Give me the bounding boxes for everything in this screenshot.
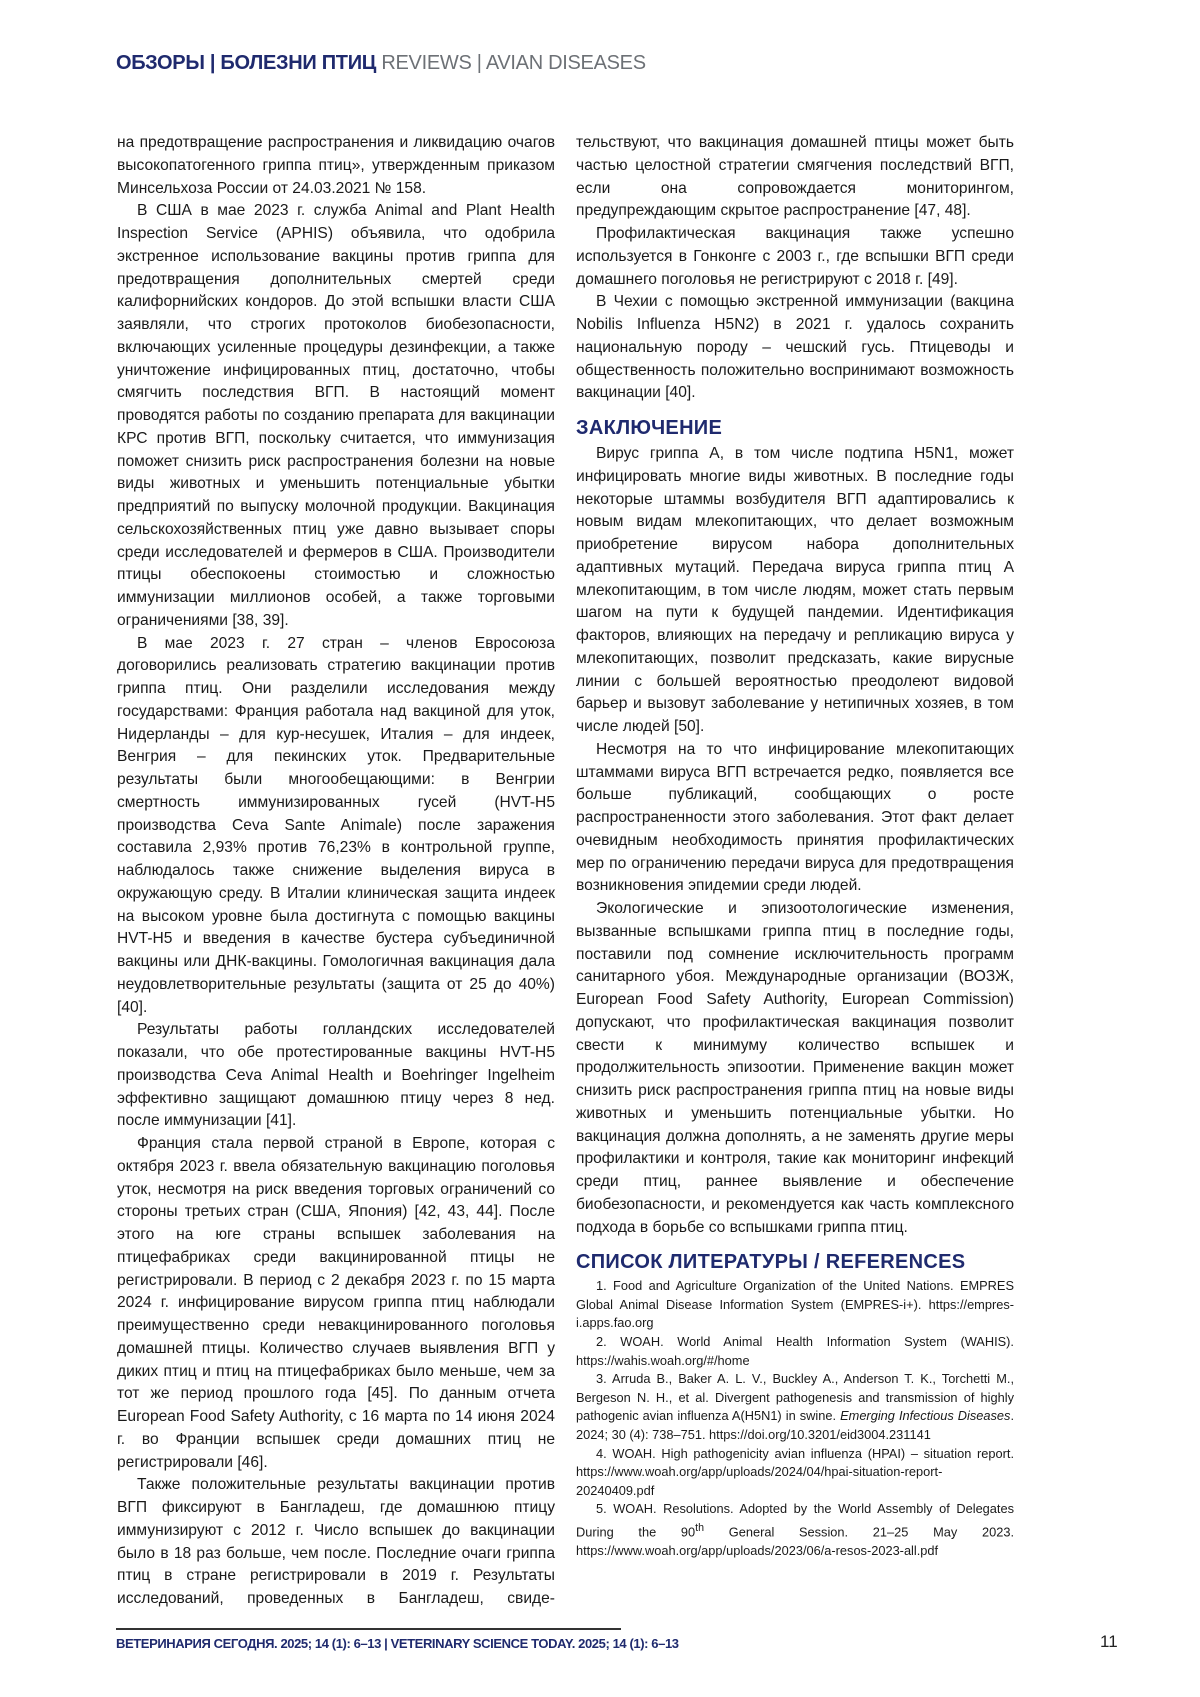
- conclusion-heading: ЗАКЛЮЧЕНИЕ: [576, 415, 1014, 441]
- reference-list: [576, 1277, 1014, 1560]
- reference-text: General Session. 21–25 May 2023. https://www.woah.org/app/uploads/2023/06/a-resos-2023-all.pdf: [576, 1524, 1014, 1558]
- paragraph: Франция стала первой страной в Европе, которая с октября 2023 г. ввела обязательную вакцинацию поголовья уток, несмотря на риск введения торговых ограничений со стороны третьих стран (США, Япония) [42, 43, 44]. После этого на юге страны вспышек заболевания на птицефабриках среди вакцинированной птицы не регистрировали. В период с 2 декабря 2023 г. по 15 марта 2024 г. инфицирование вирусом гриппа птиц наблюдали преимущественно среди невакцинированного поголовья домашней птицы. Количество случаев выявления ВГП у диких птиц и птиц на птицефабриках было меньше, чем за тот же период прошлого года [45]. По данным отчета European Food Safety Authority, с 16 марта по 14 июня 2024 г. во Франции вспышек среди домашних птиц не регистрировали [46].: [117, 1133, 555, 1474]
- paragraph: тельствуют, что вакцинация домашней птицы может быть частью целостной стратегии смягчения последствий ВГП, если она сопровождается мониторингом, предупреждающим скрытое распространение [47, 48].: [576, 132, 1014, 223]
- right-column: [576, 132, 1014, 1560]
- paragraph: В США в мае 2023 г. служба Animal and Plant Health Inspection Service (APHIS) объявила, что одобрила экстренное использование вакцины против гриппа для предотвращения дополнительных смертей среди калифорнийских кондоров. До этой вспышки власти США заявляли, что строгих протоколов биобезопасности, включающих усиленные процедуры дезинфекции, а также уничтожение инфицированных птиц, достаточно, чтобы смягчить последствия ВГП. В настоящий момент проводятся работы по созданию препарата для вакцинации КРС против ВГП, поскольку считается, что иммунизация поможет снизить риск распространения болезни на новые виды животных и уменьшить потенциальные убытки предприятий по выпуску молочной продукции. Вакцинация сельскохозяйственных птиц уже давно вызывает споры среди исследователей и фермеров в США. Производители птицы обеспокоены стоимостью и сложностью иммунизации миллионов особей, а также торговыми ограничениями [38, 39].: [117, 200, 555, 632]
- paragraph: Результаты работы голландских исследователей показали, что обе протестированные вакцины HVT-H5 производства Ceva Animal Health и Boehringer Ingelheim эффективно защищают домашнюю птицу через 8 нед. после иммунизации [41].: [117, 1019, 555, 1133]
- ordinal-suffix: th: [695, 1522, 704, 1534]
- paragraph: Также положительные результаты вакцинации против ВГП фиксируют в Бангладеш, где домашнюю птицу иммунизируют с 2012 г. Число вспышек до вакцинации было в 18 раз больше, чем после. Последние очаги гриппа птиц в стране регистрировали в 2019 г. Результаты исследований, проведенных в Бангладеш, свиде-: [117, 1474, 555, 1611]
- reference-item: 4. WOAH. High pathogenicity avian influenza (HPAI) – situation report. https://www.woah.org/app/uploads/2024/04/hpai-situation-report-20240409.pdf: [576, 1445, 1014, 1501]
- reference-item: [576, 1370, 1014, 1444]
- footer-divider: [116, 1628, 621, 1630]
- header-section-ru: ОБЗОРЫ | БОЛЕЗНИ ПТИЦ: [116, 52, 376, 74]
- reference-item: [576, 1500, 1014, 1560]
- reference-item: 1. Food and Agriculture Organization of the United Nations. EMPRES Global Animal Disease Information System (EMPRES-i+). https://empres-i.apps.fao.org: [576, 1277, 1014, 1333]
- paragraph: В Чехии с помощью экстренной иммунизации (вакцина Nobilis Influenza H5N2) в 2021 г. удалось сохранить национальную породу – чешский гусь. Птицеводы и общественность положительно воспринимают возможность вакцинации [40].: [576, 291, 1014, 405]
- header-section-en: REVIEWS | AVIAN DISEASES: [381, 52, 645, 74]
- running-header: [116, 52, 646, 75]
- references-heading: СПИСОК ЛИТЕРАТУРЫ / REFERENCES: [576, 1249, 1014, 1275]
- paragraph: Несмотря на то что инфицирование млекопитающих штаммами вируса ВГП встречается редко, появляется все больше публикаций, сообщающих о росте распространенности этого заболевания. Этот факт делает очевидным необходимость принятия профилактических мер по ограничению передачи вируса для предотвращения возникновения эпидемии среди людей.: [576, 739, 1014, 898]
- left-column: [117, 132, 555, 1611]
- paragraph: В мае 2023 г. 27 стран – членов Евросоюза договорились реализовать стратегию вакцинации против гриппа птиц. Они разделили исследования между государствами: Франция работала над вакциной для уток, Нидерланды – для кур-несушек, Италия – для индеек, Венгрия – для пекинских уток. Предварительные результаты были многообещающими: в Венгрии смертность иммунизированных гусей (HVT-H5 производства Ceva Sante Animale) после заражения составила 2,93% против 76,23% в контрольной группе, наблюдалось также снижение выделения вируса в окружающую среду. В Италии клиническая защита индеек на высоком уровне была достигнута с помощью вакцины HVT-H5 и введения в качестве бустера субъединичной вакцины или ДНК-вакцины. Гомологичная вакцинация дала неудовлетворительные результаты (защита от 25 до 40%) [40].: [117, 633, 555, 1020]
- reference-text: 5. WOAH. Resolutions. Adopted by the World Assembly of Delegates During the 90: [576, 1501, 1014, 1539]
- paragraph: на предотвращение распространения и ликвидацию очагов высокопатогенного гриппа птиц», утвержденным приказом Минсельхоза России от 24.03.2021 № 158.: [117, 132, 555, 200]
- reference-text: . 2024; 30 (4): 738–751. https://doi.org/10.3201/eid3004.231141: [576, 1408, 1014, 1442]
- paragraph: Вирус гриппа А, в том числе подтипа H5N1, может инфицировать многие виды животных. В последние годы некоторые штаммы возбудителя ВГП адаптировались к новым видам млекопитающих, что делает возможным приобретение вирусом набора дополнительных адаптивных мутаций. Передача вируса гриппа птиц А млекопитающим, в том числе людям, может стать первым шагом на пути к будущей пандемии. Идентификация факторов, влияющих на передачу и репликацию вируса у млекопитающих, позволит предсказать, какие вирусные линии с большей вероятностью преодолеют видовой барьер и вызовут заболевание у нетипичных хозяев, в том числе людей [50].: [576, 443, 1014, 739]
- journal-title: Emerging Infectious Diseases: [840, 1408, 1010, 1423]
- paragraph: Экологические и эпизоотологические изменения, вызванные вспышками гриппа птиц в последние годы, поставили под сомнение исключительность программ санитарного убоя. Международные организации (ВОЗЖ, European Food Safety Authority, European Commission) допускают, что профилактическая вакцинация позволит свести к минимуму количество вспышек и продолжительность эпизоотии. Применение вакцин может снизить риск распространения гриппа птиц на новые виды животных и уменьшить потенциальные убытки. Но вакцинация должна дополнять, а не заменять другие меры профилактики и контроля, такие как мониторинг инфекций среди птиц, раннее выявление и обеспечение биобезопасности, и рекомендуется как часть комплексного подхода в борьбе со вспышками гриппа птиц.: [576, 898, 1014, 1239]
- footer-citation: ВЕТЕРИНАРИЯ СЕГОДНЯ. 2025; 14 (1): 6–13 | VETERINARY SCIENCE TODAY. 2025; 14 (1): 6–13: [116, 1636, 679, 1651]
- paragraph: Профилактическая вакцинация также успешно используется в Гонконге с 2003 г., где вспышки ВГП среди домашнего поголовья не регистрируют с 2018 г. [49].: [576, 223, 1014, 291]
- reference-text: 3. Arruda B., Baker A. L. V., Buckley A., Anderson T. K., Torchetti M., Bergeson N. H., et al. Divergent pathogenesis and transmission of highly pathogenic avian influenza A(H5N1) in swine.: [576, 1371, 1014, 1423]
- page-number: 11: [1100, 1632, 1118, 1652]
- reference-item: 2. WOAH. World Animal Health Information System (WAHIS). https://wahis.woah.org/#/home: [576, 1333, 1014, 1370]
